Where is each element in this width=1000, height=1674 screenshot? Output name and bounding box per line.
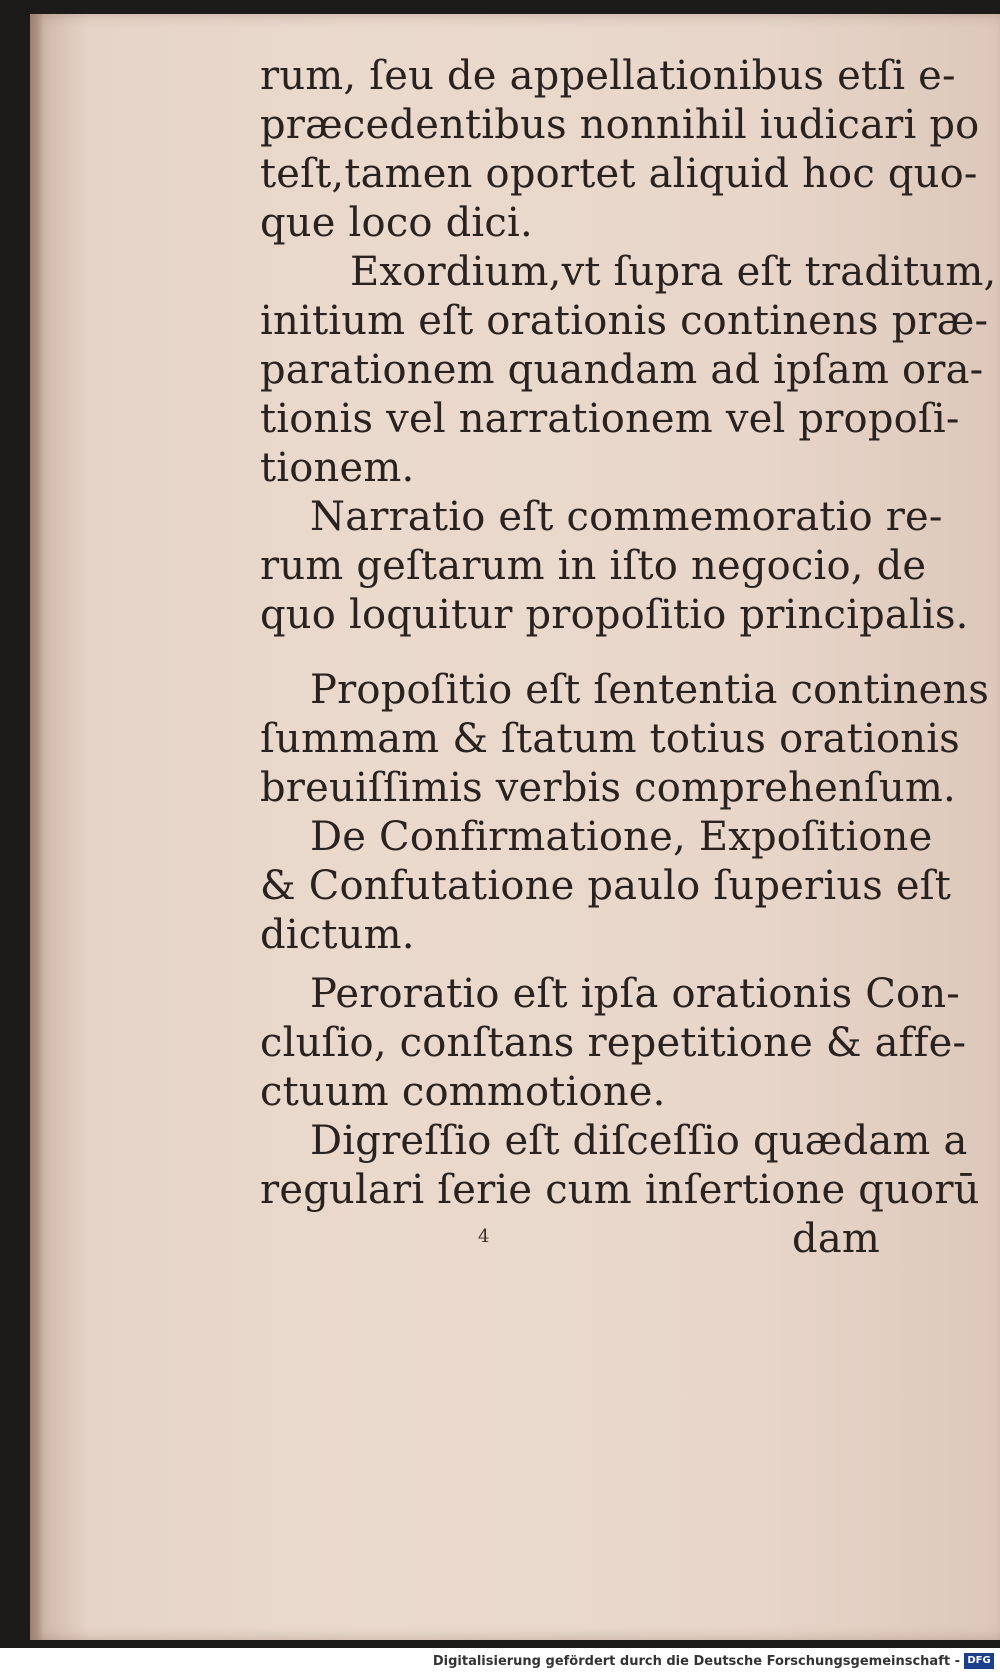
text-line: teſt,tamen oportet aliquid hoc quo- [260,151,978,197]
text-line: Digreſſio eſt diſceſſio quædam a [310,1118,968,1164]
text-line: cluſio, conſtans repetitione & affe- [260,1020,967,1066]
text-line: Narratio eſt commemoratio re- [310,494,943,540]
text-line: tionis vel narrationem vel propoſi- [260,396,960,442]
text-line: que loco dici. [260,200,533,246]
text-line: & Confutatione paulo ſuperius eſt [260,863,952,909]
catchword: dam [792,1216,880,1262]
paragraph-exordium [260,248,997,493]
text-line: regulari ſerie cum inſertione quorū [260,1167,980,1213]
paragraph-digressio [260,1117,980,1264]
text-line: Propoſitio eſt ſententia continens [310,667,990,713]
paragraph-confirmatio [260,813,960,960]
paragraph-propositio [260,666,990,813]
text-line: ſummam & ſtatum totius orationis [260,716,960,762]
text-line: tionem. [260,445,415,491]
page-binding-shadow [30,14,44,1640]
text-line: ctuum commotione. [260,1069,666,1115]
text-line: dictum. [260,912,415,958]
funding-credit: Digitalisierung gefördert durch die Deutsche Forschungsgemeinschaft - [432,1654,960,1669]
paragraph-peroratio [260,970,967,1117]
paragraph-narratio [260,493,969,640]
text-line: Peroratio eſt ipſa orationis Con- [310,971,961,1017]
digitization-footer [0,1648,1000,1674]
dfg-logo-icon: DFG [964,1653,994,1669]
text-line: De Confirmatione, Expoſitione [310,814,933,860]
paragraph-intro [260,52,980,248]
text-line: Exordium,vt ſupra eſt traditum, [350,249,997,295]
text-line: quo loquitur propoſitio principalis. [260,592,969,638]
text-line: breuiſſimis verbis comprehenſum. [260,765,956,811]
page-text [260,52,997,1264]
text-line: præcedentibus nonnihil iudicari po [260,102,980,148]
text-line: parationem quandam ad ipſam ora- [260,347,984,393]
text-line: rum, ſeu de appellationibus etſi e- [260,53,956,99]
text-line: rum geſtarum in iſto negocio, de [260,543,927,589]
signature-mark: 4 [478,1226,490,1247]
text-line: initium eſt orationis continens præ- [260,298,989,344]
